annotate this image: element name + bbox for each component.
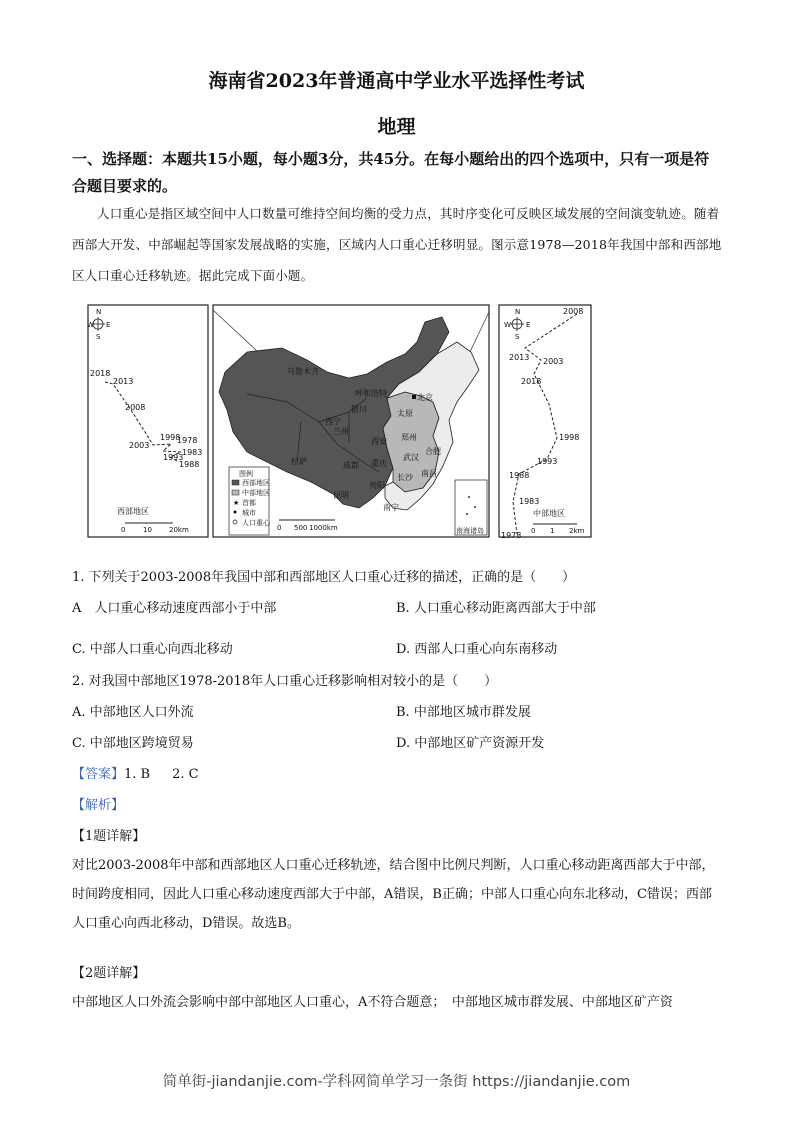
svg-text:W: W [504,321,511,329]
svg-text:郑州: 郑州 [401,433,417,442]
question-1-stem: 1. 下列关于2003-2008年我国中部和西部地区人口重心迁移的描述，正确的是（ ） [72,570,576,585]
svg-text:W: W [87,321,94,329]
svg-text:首都: 首都 [242,499,256,507]
svg-text:0: 0 [121,526,126,534]
svg-text:N: N [515,308,521,316]
svg-text:北京: 北京 [417,393,433,402]
map-legend [229,467,271,535]
svg-text:1988: 1988 [509,471,530,480]
analysis-label: 【解析】 [72,798,125,813]
svg-text:西部地区: 西部地区 [117,507,149,516]
question-1-option-a: A 人口重心移动速度西部小于中部 [72,601,277,616]
svg-text:★: ★ [233,499,240,507]
svg-text:贵阳: 贵阳 [369,481,385,490]
question-2-option-c: C. 中部地区跨境贸易 [72,736,194,751]
svg-text:昆明: 昆明 [333,491,349,500]
question-2-option-b: B. 中部地区城市群发展 [396,705,531,720]
svg-text:1998: 1998 [559,433,580,442]
svg-text:2013: 2013 [113,377,134,386]
answer-line [72,763,199,782]
svg-text:0: 0 [277,524,282,532]
answer-label: 【答案】 [72,767,125,782]
question-2-stem: 2. 对我国中部地区1978-2018年人口重心迁移影响相对较小的是（ ） [72,674,498,689]
detail-1-text: 对比2003-2008年中部和西部地区人口重心迁移轨迹，结合图中比例尺判断，人口重心移动距离西部大于中部，时间跨度相同，因此人口重心移动速度西部大于中部，A错误，B正确；中部人口重心向东北移动，C错误；西部人口重心向西北移动，D错误。故选B。 [72,858,715,931]
intro-paragraph: 人口重心是指区域空间中人口数量可维持空间均衡的受力点，其时序变化可反映区域发展的空间演变轨迹。随着西部大开发、中部崛起等国家发展战略的实施，区域内人口重心迁移明显。图示意1978—2018年我国中部和西部地区人口重心迁移轨迹。据此完成下面小题。 [72,206,722,283]
svg-text:西宁: 西宁 [325,417,341,426]
exam-title: 海南省2023年普通高中学业水平选择性考试 [208,70,585,92]
svg-text:S: S [515,333,520,341]
svg-text:拉萨: 拉萨 [291,457,307,466]
section-heading: 一、选择题：本题共15小题，每小题3分，共45分。在每小题给出的四个选项中，只有一项是符合题目要求的。 [72,150,710,195]
question-2-option-a: A. 中部地区人口外流 [72,705,194,720]
svg-text:乌鲁木齐: 乌鲁木齐 [287,367,319,376]
svg-text:呼和浩特: 呼和浩特 [355,389,387,398]
svg-text:2008: 2008 [563,307,584,316]
svg-text:1983: 1983 [182,448,203,457]
svg-text:N: N [96,308,102,316]
svg-text:长沙: 长沙 [397,473,413,482]
svg-text:2003: 2003 [129,441,150,450]
svg-text:1993: 1993 [163,453,184,462]
svg-text:1978: 1978 [177,436,198,445]
svg-text:中部地区: 中部地区 [242,489,270,497]
svg-text:10: 10 [143,526,152,534]
svg-text:1978: 1978 [501,531,522,540]
svg-text:图例: 图例 [239,470,253,478]
svg-text:南宁: 南宁 [383,503,399,512]
svg-text:1000km: 1000km [309,524,338,532]
svg-text:E: E [106,321,111,329]
detail-2-label: 【2题详解】 [72,966,146,981]
population-center-figure [87,302,593,540]
svg-text:南海诸岛: 南海诸岛 [456,527,484,535]
svg-text:中部地区: 中部地区 [533,509,565,518]
question-1-option-c: C. 中部人口重心向西北移动 [72,642,233,657]
svg-text:500: 500 [294,524,308,532]
answer-2: 2. C [172,767,199,782]
svg-text:S: S [96,333,101,341]
china-map [213,305,489,537]
svg-text:1993: 1993 [537,457,558,466]
svg-text:成都: 成都 [343,461,359,470]
svg-text:城市: 城市 [242,509,256,517]
svg-text:E: E [526,321,531,329]
svg-text:人口重心: 人口重心 [242,519,270,527]
svg-text:太原: 太原 [397,409,413,418]
svg-text:西部地区: 西部地区 [242,479,270,487]
svg-text:西安: 西安 [371,437,387,446]
detail-2-text: 中部地区人口外流会影响中部中部地区人口重心，A不符合题意； 中部地区城市群发展、中部地区矿产资 [72,995,673,1010]
svg-text:合肥: 合肥 [425,447,441,456]
central-panel [499,305,591,540]
west-panel [87,305,208,537]
svg-text:1: 1 [550,527,555,535]
svg-text:南昌: 南昌 [421,469,437,478]
question-1-option-b: B. 人口重心移动距离西部大于中部 [396,601,596,616]
svg-text:重庆: 重庆 [371,459,387,468]
svg-text:2013: 2013 [509,353,530,362]
svg-text:20km: 20km [169,526,189,534]
svg-text:武汉: 武汉 [403,453,419,462]
svg-text:0: 0 [531,527,536,535]
svg-text:2km: 2km [569,527,585,535]
svg-text:1983: 1983 [519,497,540,506]
svg-text:1998: 1998 [160,433,181,442]
svg-text:2003: 2003 [543,357,564,366]
subject-title: 地理 [377,116,416,138]
detail-1-label: 【1题详解】 [72,829,146,844]
question-1-option-d: D. 西部人口重心向东南移动 [396,642,558,657]
svg-text:兰州: 兰州 [333,427,349,436]
svg-text:银川: 银川 [351,405,367,414]
question-2-option-d: D. 中部地区矿产资源开发 [396,736,545,751]
svg-text:2018: 2018 [521,377,542,386]
footer-watermark: 简单街-jiandanjie.com-学科网简单学习一条街 https://jiandanjie.com [162,1074,631,1090]
svg-text:1988: 1988 [179,460,200,469]
svg-text:2008: 2008 [125,403,146,412]
svg-text:2018: 2018 [90,369,111,378]
answer-1: 1. B [124,767,151,782]
